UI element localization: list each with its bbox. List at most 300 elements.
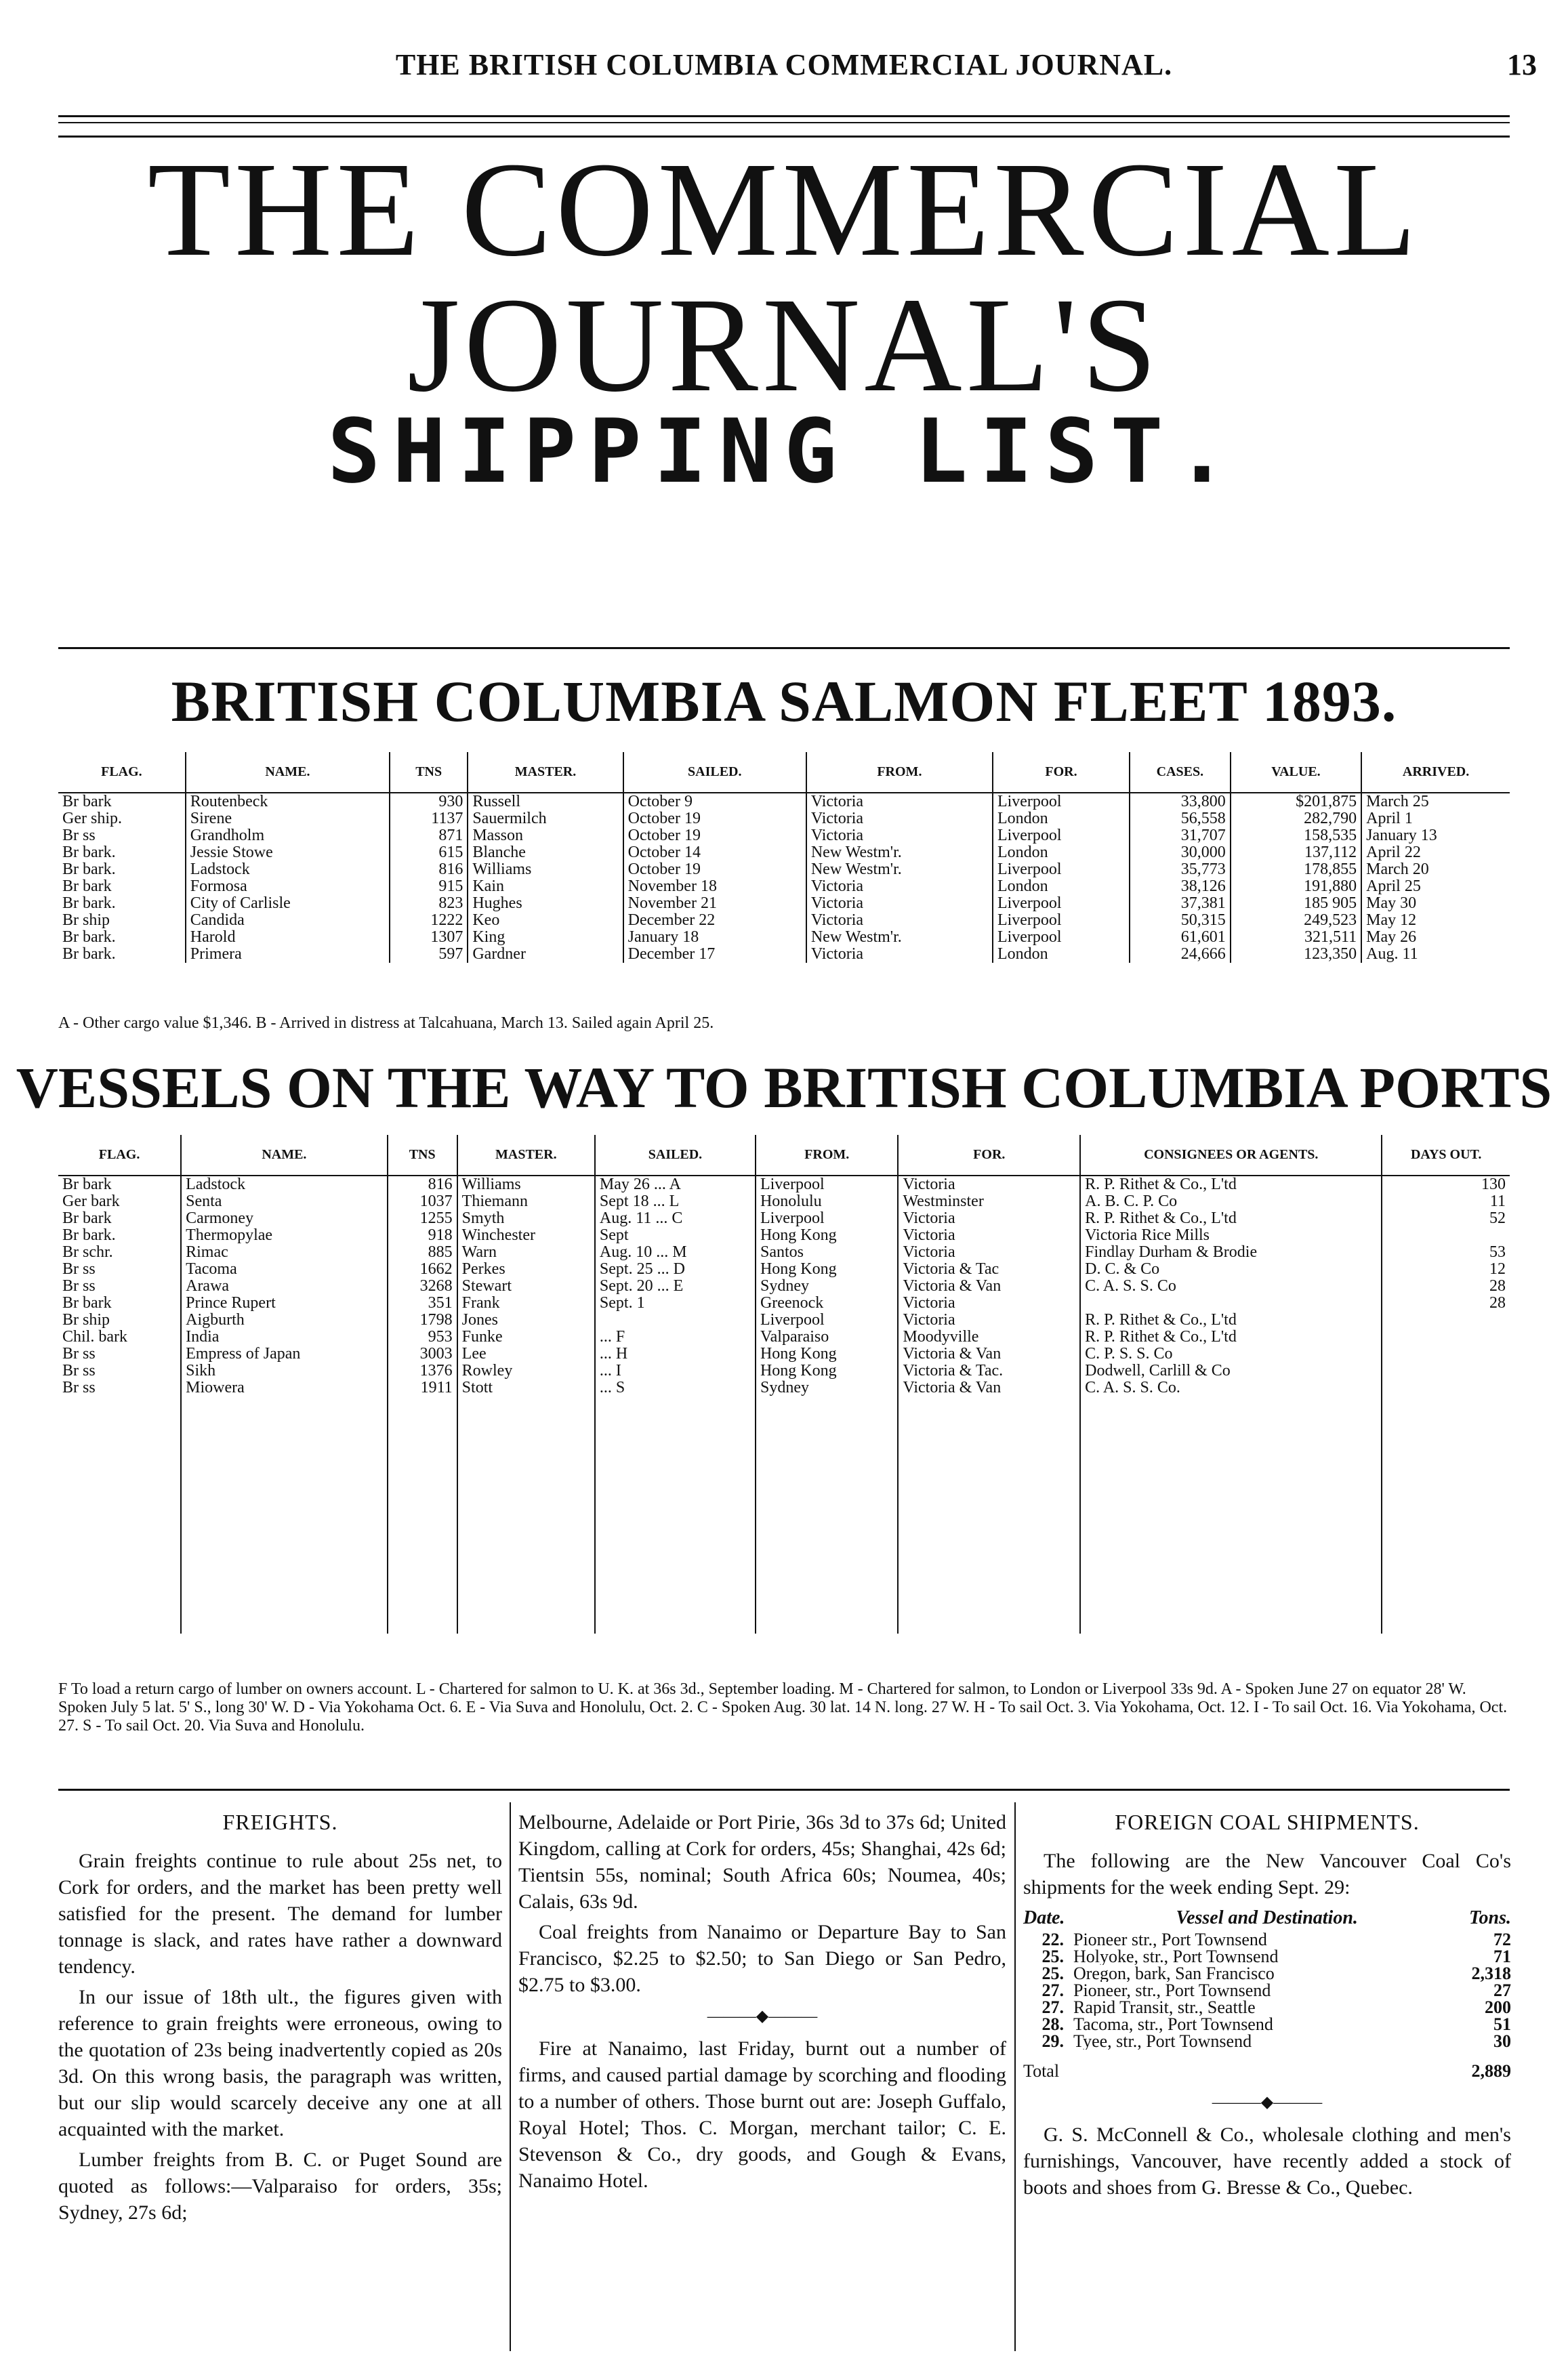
table-cell: Gardner [468,946,623,963]
table-cell: December 17 [623,946,806,963]
table-cell-blank [756,1515,898,1532]
table-cell: 37,381 [1130,895,1231,912]
table-cell: Sept. 25 ... D [595,1261,756,1278]
table-cell: Stewart [457,1278,595,1295]
table-cell [1382,1312,1510,1329]
table-cell: 1037 [388,1193,457,1210]
table-cell: 930 [390,793,468,810]
table-row [58,1278,1510,1295]
table-cell: 1911 [388,1380,457,1396]
table-cell: October 19 [623,827,806,844]
coal-tons: 2,318 [1471,1964,1511,1983]
table-cell: 1222 [390,912,468,929]
table-cell-blank [457,1617,595,1634]
table-row [58,793,1510,810]
mcconnell-notice: G. S. McConnell & Co., wholesale clothing and men's furnishings, Vancouver, have recently added a stock of boots and shoes from G. Bresse & Co., Quebec. [1023,2123,1511,2199]
table-cell: Valparaiso [756,1329,898,1346]
column-header: TNS [390,752,468,793]
column-header: CONSIGNEES OR AGENTS. [1080,1135,1382,1176]
coal-tons: 72 [1493,1930,1511,1949]
table-cell-blank [457,1413,595,1430]
table-cell: Westminster [898,1193,1080,1210]
table-cell: Liverpool [756,1210,898,1227]
separator: ———◆——— [707,2008,818,2025]
column-header: FOR. [898,1135,1080,1176]
table-cell: 191,880 [1231,878,1361,895]
table-cell-blank [388,1532,457,1549]
table-row [58,895,1510,912]
table-cell-blank [898,1464,1080,1481]
table-cell: 823 [390,895,468,912]
table-cell-blank [898,1566,1080,1583]
table-cell: Liverpool [993,929,1130,946]
table-cell: Victoria [898,1210,1080,1227]
table-cell-blank [595,1532,756,1549]
table-cell: Victoria & Van [898,1278,1080,1295]
table-cell: C. P. S. S. Co [1080,1346,1382,1363]
table-cell-blank [388,1600,457,1617]
table-cell: Perkes [457,1261,595,1278]
table-cell: Liverpool [993,793,1130,810]
table-cell-blank [1382,1447,1510,1464]
table-cell: Smyth [457,1210,595,1227]
table-row [58,810,1510,827]
table-cell: 321,511 [1231,929,1361,946]
table-cell-blank [388,1515,457,1532]
table-cell: Russell [468,793,623,810]
table-cell: 61,601 [1130,929,1231,946]
table-cell: Hong Kong [756,1261,898,1278]
table-cell-blank [1382,1583,1510,1600]
table-cell: Lee [457,1346,595,1363]
table-cell-blank [756,1447,898,1464]
table-cell-blank [1382,1413,1510,1430]
table-cell: Victoria [898,1176,1080,1193]
table-cell: Arawa [181,1278,388,1295]
table-cell-blank [595,1600,756,1617]
table-cell-blank [457,1464,595,1481]
table-cell: R. P. Rithet & Co., L'td [1080,1329,1382,1346]
table-cell: Miowera [181,1380,388,1396]
table-cell-blank [1382,1430,1510,1447]
table-cell: Ladstock [181,1176,388,1193]
table-cell: Victoria [806,946,993,963]
table-cell-blank [756,1566,898,1583]
header-rule-thin [58,122,1510,123]
table-cell: 30,000 [1130,844,1231,861]
table-cell: Sikh [181,1363,388,1380]
table-row-blank [58,1566,1510,1583]
table-cell: London [993,844,1130,861]
table-cell-blank [181,1583,388,1600]
table-cell: London [993,878,1130,895]
salmon-fleet-table [58,752,1510,963]
table-cell-blank [181,1396,388,1413]
table-cell: March 20 [1361,861,1510,878]
table-cell-blank [58,1600,181,1617]
coal-heading: FOREIGN COAL SHIPMENTS. [1115,1810,1420,1834]
table-cell: Warn [457,1244,595,1261]
table-cell-blank [1080,1566,1382,1583]
table-cell: 53 [1382,1244,1510,1261]
table-cell-blank [181,1498,388,1515]
table-cell: Sept 18 ... L [595,1193,756,1210]
table-cell: Rimac [181,1244,388,1261]
table-cell: 1255 [388,1210,457,1227]
table-cell: Sept [595,1227,756,1244]
table-cell-blank [181,1430,388,1447]
table-row [58,929,1510,946]
table-cell: Chil. bark [62,1329,127,1346]
column-header: CASES. [1130,752,1231,793]
coal-vessel: Tyee, str., Port Townsend [1073,2033,1252,2050]
table-cell-blank [388,1413,457,1430]
table-cell-blank [1080,1413,1382,1430]
table-cell: Hong Kong [756,1346,898,1363]
table-cell-blank [388,1481,457,1498]
table-cell: 915 [390,878,468,895]
table-cell: Williams [457,1176,595,1193]
table-cell: New Westm'r. [806,929,993,946]
table-cell-blank [388,1617,457,1634]
table-cell: December 22 [623,912,806,929]
column-header: VALUE. [1231,752,1361,793]
separator: ———◆——— [1212,2094,1323,2111]
table-cell: October 9 [623,793,806,810]
header-rule [58,115,1510,117]
table-cell-blank [58,1549,181,1566]
table-cell-blank [898,1515,1080,1532]
coal-vessel: Tacoma, str., Port Townsend [1073,2016,1273,2033]
column-divider [510,1802,511,2351]
column-header: MASTER. [468,752,623,793]
table-cell-blank [457,1566,595,1583]
coal-tons: 27 [1493,1981,1511,2000]
table-cell [1382,1227,1510,1244]
table-cell-blank [898,1498,1080,1515]
running-title: THE BRITISH COLUMBIA COMMERCIAL JOURNAL. [395,48,1173,81]
table-cell-blank [756,1481,898,1498]
table-cell: D. C. & Co [1080,1261,1382,1278]
table-cell: Senta [181,1193,388,1210]
table-cell-blank [756,1413,898,1430]
table-cell: March 25 [1361,793,1510,810]
table-cell: May 26 ... A [595,1176,756,1193]
table-cell: Liverpool [993,912,1130,929]
table-cell-blank [457,1532,595,1549]
table-cell: Sydney [756,1380,898,1396]
table-cell: ... H [595,1346,756,1363]
table-cell: Rowley [457,1363,595,1380]
table-cell: Sept. 20 ... E [595,1278,756,1295]
table-cell-blank [58,1617,181,1634]
table-cell-blank [1080,1617,1382,1634]
table-cell: Br bark [62,1176,112,1193]
coal-intro: The following are the New Vancouver Coal Co's shipments for the week ending Sept. 29: [1023,1850,1511,1899]
table-cell: Harold [186,929,390,946]
table-cell: Victoria Rice Mills [1080,1227,1382,1244]
table-cell: Primera [186,946,390,963]
table-cell: Victoria & Van [898,1346,1080,1363]
table-cell-blank [898,1430,1080,1447]
table-cell: 3268 [388,1278,457,1295]
salmon-fleet-header-row [58,752,1510,793]
table-cell-blank [388,1464,457,1481]
coal-row [1023,1999,1511,2016]
table-cell: 24,666 [1130,946,1231,963]
column-divider [1014,1802,1016,2351]
table-cell: Br ship [62,1312,110,1329]
table-cell-blank [1080,1532,1382,1549]
coal-freights-paragraph: Coal freights from Nanaimo or Departure Bay to San Francisco, $2.25 to $2.50; to San Diego or San Pedro, $2.75 to $3.00. [518,1921,1006,1996]
table-cell [1080,1295,1382,1312]
table-cell-blank [58,1532,181,1549]
table-cell: 871 [390,827,468,844]
table-cell-blank [457,1498,595,1515]
salmon-fleet-title: BRITISH COLUMBIA SALMON FLEET 1893. [171,669,1397,734]
table-cell: R. P. Rithet & Co., L'td [1080,1210,1382,1227]
table-cell: 50,315 [1130,912,1231,929]
table-cell-blank [595,1464,756,1481]
coal-vessel: Pioneer, str., Port Townsend [1073,1982,1271,1999]
table-cell-blank [58,1566,181,1583]
table-cell-blank [181,1617,388,1634]
table-cell: R. P. Rithet & Co., L'td [1080,1312,1382,1329]
column-header: SAILED. [595,1135,756,1176]
table-cell-blank [58,1515,181,1532]
table-cell-blank [595,1617,756,1634]
table-cell: London [993,946,1130,963]
table-cell: Thiemann [457,1193,595,1210]
table-row [58,1176,1510,1193]
table-cell-blank [756,1498,898,1515]
coal-tons: 71 [1493,1947,1511,1966]
table-cell: January 13 [1361,827,1510,844]
table-cell: Sydney [756,1278,898,1295]
freights-paragraph: Grain freights continue to rule about 25s net, to Cork for orders, and the market has been pretty well satisfied for the present. The demand for lumber tonnage is slack, and rates have rather a downward tendency. [58,1850,502,1978]
table-cell: Victoria [898,1312,1080,1329]
section-rule [58,647,1510,649]
table-cell: April 25 [1361,878,1510,895]
table-row-blank [58,1515,1510,1532]
table-cell: November 18 [623,878,806,895]
table-cell: Dodwell, Carlill & Co [1080,1363,1382,1380]
table-cell: Br bark [62,1295,112,1312]
table-cell [1382,1380,1510,1396]
table-row [58,878,1510,895]
table-cell: Thermopylae [181,1227,388,1244]
table-cell: A. B. C. P. Co [1080,1193,1382,1210]
table-row [58,827,1510,844]
table-row [58,946,1510,963]
table-row [58,912,1510,929]
table-cell: October 14 [623,844,806,861]
table-cell: 123,350 [1231,946,1361,963]
table-cell-blank [595,1481,756,1498]
coal-tons: 200 [1485,1997,1511,2017]
table-cell-blank [756,1549,898,1566]
table-cell: Winchester [457,1227,595,1244]
table-cell-blank [898,1396,1080,1413]
table-cell: Ger ship. [62,810,122,827]
table-cell [595,1312,756,1329]
table-cell-blank [595,1498,756,1515]
table-cell-blank [1382,1549,1510,1566]
table-cell: Formosa [186,878,390,895]
table-cell: 249,523 [1231,912,1361,929]
table-cell: Br bark [62,1210,112,1227]
table-cell-blank [58,1396,181,1413]
table-cell: India [181,1329,388,1346]
coal-tons: 30 [1493,2031,1511,2051]
coal-vessel: Holyoke, str., Port Townsend [1073,1948,1279,1965]
table-cell-blank [58,1583,181,1600]
masthead-title: THE COMMERCIAL JOURNAL'S [147,135,1421,420]
table-cell: C. A. S. S. Co. [1080,1380,1382,1396]
table-cell: 28 [1382,1278,1510,1295]
table-cell: Greenock [756,1295,898,1312]
table-cell: 953 [388,1329,457,1346]
table-cell-blank [756,1617,898,1634]
table-cell: Br bark. [62,929,116,946]
table-row [58,1363,1510,1380]
table-cell: November 21 [623,895,806,912]
table-cell-blank [595,1430,756,1447]
coal-vessel: Oregon, bark, San Francisco [1073,1965,1275,1982]
column-header: FROM. [756,1135,898,1176]
table-row-blank [58,1549,1510,1566]
table-cell: R. P. Rithet & Co., L'td [1080,1176,1382,1193]
table-cell-blank [595,1396,756,1413]
table-cell: Br bark. [62,895,116,912]
table-cell: Victoria [806,827,993,844]
table-cell-blank [181,1532,388,1549]
table-cell: April 22 [1361,844,1510,861]
table-cell: Liverpool [756,1312,898,1329]
table-cell: Victoria & Tac [898,1261,1080,1278]
table-cell-blank [1080,1549,1382,1566]
table-row-blank [58,1583,1510,1600]
table-cell: Blanche [468,844,623,861]
salmon-fleet-body [58,793,1510,963]
table-cell-blank [388,1583,457,1600]
table-cell: Br bark [62,878,112,895]
table-cell: 3003 [388,1346,457,1363]
table-cell: Jessie Stowe [186,844,390,861]
table-cell: Hughes [468,895,623,912]
table-cell-blank [457,1515,595,1532]
table-cell: 12 [1382,1261,1510,1278]
table-row [58,1244,1510,1261]
coal-row [1023,2033,1511,2050]
column-header: FLAG. [58,1135,181,1176]
table-cell: 597 [390,946,468,963]
salmon-fleet-footnote: A - Other cargo value $1,346. B - Arrived in distress at Talcahuana, March 13. Sailed again April 25. [58,1014,714,1032]
coal-date: 29. [1041,2031,1064,2051]
table-cell-blank [457,1481,595,1498]
freights-heading: FREIGHTS. [222,1810,338,1834]
table-cell: Sauermilch [468,810,623,827]
table-cell-blank [457,1396,595,1413]
table-cell: 918 [388,1227,457,1244]
table-cell-blank [1382,1515,1510,1532]
column-header: TNS [388,1135,457,1176]
table-cell: Williams [468,861,623,878]
table-cell: Moodyville [898,1329,1080,1346]
table-cell-blank [595,1549,756,1566]
table-cell: 52 [1382,1210,1510,1227]
table-row [58,844,1510,861]
table-cell-blank [1080,1481,1382,1498]
coal-col-vessel: Vessel and Destination. [1176,1907,1358,1928]
table-cell: Br ss [62,1363,96,1380]
table-cell: Hong Kong [756,1227,898,1244]
table-row-blank [58,1481,1510,1498]
table-cell-blank [457,1600,595,1617]
table-row [58,1261,1510,1278]
table-cell: May 26 [1361,929,1510,946]
table-cell: Victoria [806,878,993,895]
table-cell-blank [1080,1430,1382,1447]
table-row [58,1227,1510,1244]
table-cell: Victoria & Van [898,1380,1080,1396]
table-cell-blank [181,1447,388,1464]
table-cell: New Westm'r. [806,844,993,861]
table-cell-blank [181,1464,388,1481]
table-row-blank [58,1447,1510,1464]
table-cell-blank [1080,1583,1382,1600]
table-cell-blank [898,1600,1080,1617]
column-header: DAYS OUT. [1382,1135,1510,1176]
table-cell-blank [756,1600,898,1617]
table-cell: 130 [1382,1176,1510,1193]
table-cell: April 1 [1361,810,1510,827]
table-cell: ... I [595,1363,756,1380]
table-cell: Carmoney [181,1210,388,1227]
coal-total-label: Total [1023,2061,1060,2081]
table-cell-blank [756,1464,898,1481]
table-cell: Ger bark [62,1193,120,1210]
coal-table-header [1023,1905,1511,1931]
coal-row [1023,1965,1511,1982]
vessels-header-row [58,1135,1510,1176]
column-header: NAME. [186,752,390,793]
coal-vessel: Rapid Transit, str., Seattle [1073,1999,1256,2016]
freights-continued: Melbourne, Adelaide or Port Pirie, 36s 3d to 37s 6d; United Kingdom, calling at Cork for orders, 45s; Shanghai, 42s 6d; Tientsin 55s, nominal; South Africa 60s; Noumea, 40s; Calais, 63s 9d. [518,1811,1006,1913]
table-cell: Empress of Japan [181,1346,388,1363]
table-cell: Aug. 10 ... M [595,1244,756,1261]
table-cell-blank [756,1396,898,1413]
table-row [58,861,1510,878]
table-row [58,1329,1510,1346]
table-cell: ... F [595,1329,756,1346]
coal-total-value: 2,889 [1471,2061,1511,2081]
table-cell-blank [1382,1498,1510,1515]
table-cell-blank [898,1617,1080,1634]
coal-date: 28. [1041,2014,1064,2034]
table-cell: 1307 [390,929,468,946]
table-cell: 11 [1382,1193,1510,1210]
table-cell: Victoria [898,1295,1080,1312]
table-cell-blank [58,1498,181,1515]
table-cell-blank [898,1413,1080,1430]
table-cell-blank [457,1549,595,1566]
table-cell: 31,707 [1130,827,1231,844]
table-cell-blank [388,1498,457,1515]
table-cell: Br bark. [62,844,116,861]
table-cell: Routenbeck [186,793,390,810]
table-cell-blank [898,1583,1080,1600]
